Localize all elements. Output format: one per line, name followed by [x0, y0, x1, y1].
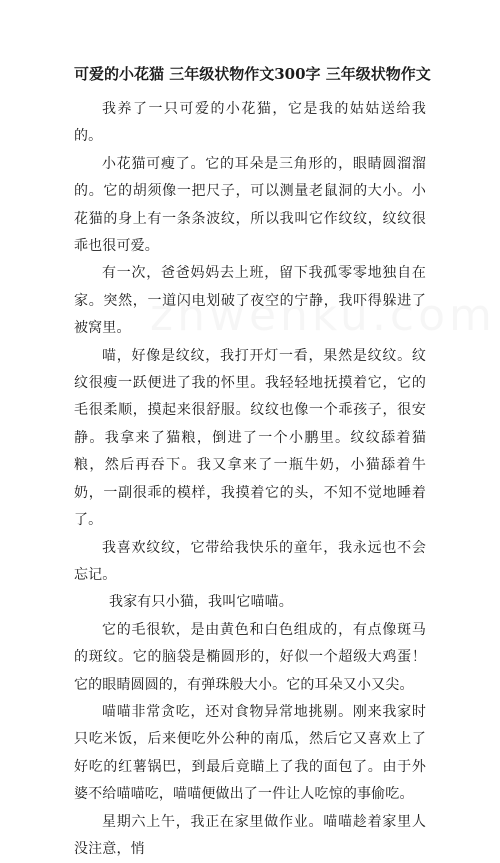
paragraph-6: 我家有只小猫，我叫它喵喵。 — [109, 594, 293, 611]
document-title: 可爱的小花猫 三年级状物作文300字 三年级状物作文 — [74, 65, 431, 83]
paragraph-3: 有一次，爸爸妈妈去上班，留下我孤零零地独自在家。突然，一道闪电划破了夜空的宁静，我吓得躲进了被窝里。 — [74, 265, 426, 337]
paragraph-4: 喵，好像是纹纹，我打开灯一看，果然是纹纹。纹纹很瘦一跃便进了我的怀里。我轻轻地抚摸着它，它的毛很柔顺，摸起来很舒服。纹纹也像一个乖孩子，很安静。我拿来了猫粮，倒进了一个小鹏里。纹纹舔着猫粮，然后再吞下。我又拿来了一瓶牛奶，小猫舔着牛奶，一副很乖的模样，我摸着它的头，不知不觉地睡着了。 — [74, 347, 426, 529]
paragraph-5: 我喜欢纹纹，它带给我快乐的童年，我永远也不会忘记。 — [74, 539, 426, 583]
paragraph-9: 星期六上午，我正在家里做作业。喵喵趁着家里人没注意，悄 — [74, 813, 426, 857]
paragraph-1: 我养了一只可爱的小花猫，它是我的姑姑送给我的。 — [74, 101, 426, 145]
paragraph-8: 喵喵非常贪吃，还对食物异常地挑剔。刚来我家时只吃米饭，后来便吃外公种的南瓜，然后它又喜欢上了好吃的红薯锅巴，到最后竟瞄上了我的面包了。由于外婆不给喵喵吃，喵喵便做出了一件让人吃惊的事偷吃。 — [74, 703, 426, 803]
paragraph-7: 它的毛很软，是由黄色和白色组成的，有点像斑马的斑纹。它的脑袋是椭圆形的，好似一个超级大鸡蛋！它的眼睛圆圆的，有弹珠般大小。它的耳朵又小又尖。 — [74, 621, 426, 693]
paragraph-2: 小花猫可瘦了。它的耳朵是三角形的，眼睛圆溜溜的。它的胡须像一把尺子，可以测量老鼠洞的大小。小花猫的身上有一条条波纹，所以我叫它作纹纹，纹纹很乖也很可爱。 — [74, 155, 426, 255]
